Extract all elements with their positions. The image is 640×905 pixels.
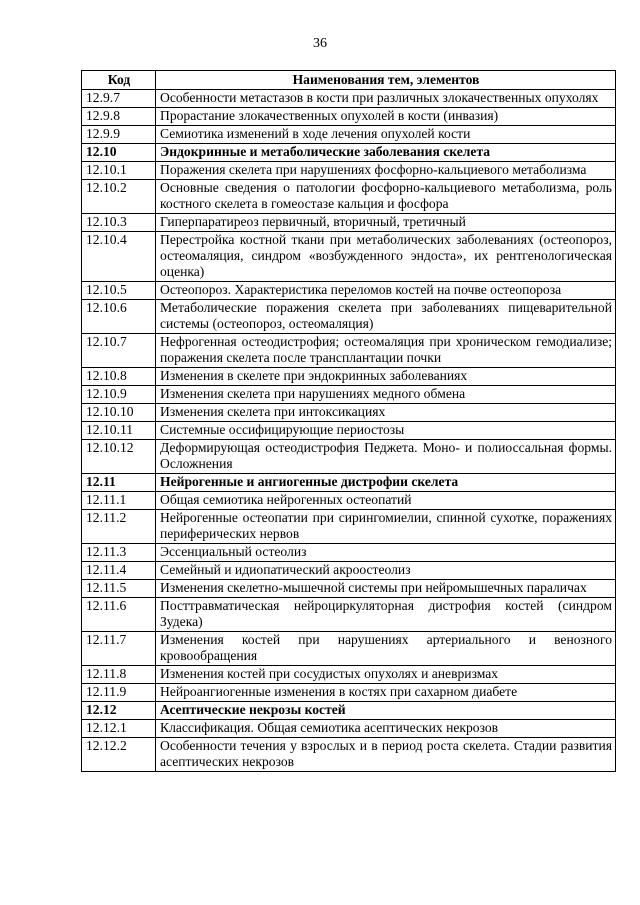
topic-code: 12.11.6 bbox=[82, 598, 156, 632]
topic-title: Семейный и идиопатический акроостеолиз bbox=[156, 562, 616, 580]
curriculum-table bbox=[81, 70, 616, 772]
topic-title: Эндокринные и метаболические заболевания скелета bbox=[156, 144, 616, 162]
topic-title: Изменения костей при сосудистых опухолях и аневризмах bbox=[156, 666, 616, 684]
topic-title: Остеопороз. Характеристика переломов костей на почве остеопороза bbox=[156, 282, 616, 300]
topic-code: 12.11.7 bbox=[82, 632, 156, 666]
table-row bbox=[82, 666, 616, 684]
section-row bbox=[82, 144, 616, 162]
topic-title: Изменения скелета при интоксикациях bbox=[156, 404, 616, 422]
topic-code: 12.11.9 bbox=[82, 684, 156, 702]
topic-title: Основные сведения о патологии фосфорно-кальциевого метаболизма, роль костного скелета в гомеостазе кальция и фосфора bbox=[156, 180, 616, 214]
topic-code: 12.10.6 bbox=[82, 300, 156, 334]
topic-code: 12.11.5 bbox=[82, 580, 156, 598]
topic-code: 12.11.2 bbox=[82, 510, 156, 544]
topic-code: 12.12 bbox=[82, 702, 156, 720]
topic-code: 12.10.12 bbox=[82, 440, 156, 474]
section-row bbox=[82, 474, 616, 492]
topic-code: 12.10.5 bbox=[82, 282, 156, 300]
topic-title: Классификация. Общая семиотика асептических некрозов bbox=[156, 720, 616, 738]
topic-code: 12.10 bbox=[82, 144, 156, 162]
table-row bbox=[82, 180, 616, 214]
topic-title: Изменения скелетно-мышечной системы при нейромышечных параличах bbox=[156, 580, 616, 598]
section-row bbox=[82, 702, 616, 720]
table-row bbox=[82, 404, 616, 422]
table-row bbox=[82, 126, 616, 144]
table-row bbox=[82, 544, 616, 562]
table-row bbox=[82, 108, 616, 126]
topic-title: Общая семиотика нейрогенных остеопатий bbox=[156, 492, 616, 510]
table-row bbox=[82, 510, 616, 544]
topic-column-header: Наименования тем, элементов bbox=[156, 71, 616, 90]
table-row bbox=[82, 632, 616, 666]
table-row bbox=[82, 580, 616, 598]
table-row bbox=[82, 422, 616, 440]
topic-code: 12.10.1 bbox=[82, 162, 156, 180]
topic-title: Нейроангиогенные изменения в костях при сахарном диабете bbox=[156, 684, 616, 702]
table-row bbox=[82, 386, 616, 404]
table-row bbox=[82, 562, 616, 580]
topic-title: Системные оссифицирующие периостозы bbox=[156, 422, 616, 440]
topic-title: Нейрогенные и ангиогенные дистрофии скелета bbox=[156, 474, 616, 492]
topic-code: 12.11.8 bbox=[82, 666, 156, 684]
table-row bbox=[82, 684, 616, 702]
table-row bbox=[82, 300, 616, 334]
table-body bbox=[82, 90, 616, 772]
page-number: 36 bbox=[313, 36, 327, 51]
table-row bbox=[82, 90, 616, 108]
topic-code: 12.9.9 bbox=[82, 126, 156, 144]
topic-code: 12.11.3 bbox=[82, 544, 156, 562]
topic-code: 12.10.8 bbox=[82, 368, 156, 386]
table-row bbox=[82, 282, 616, 300]
topic-code: 12.10.7 bbox=[82, 334, 156, 368]
topic-title: Посттравматическая нейроциркуляторная дистрофия костей (синдром Зудека) bbox=[156, 598, 616, 632]
topic-code: 12.10.11 bbox=[82, 422, 156, 440]
table-header-row bbox=[82, 71, 616, 90]
topic-title: Прорастание злокачественных опухолей в кости (инвазия) bbox=[156, 108, 616, 126]
topic-code: 12.10.2 bbox=[82, 180, 156, 214]
table-row bbox=[82, 368, 616, 386]
topic-title: Нейрогенные остеопатии при сирингомиелии, спинной сухотке, поражениях периферических нервов bbox=[156, 510, 616, 544]
topic-title: Эссенциальный остеолиз bbox=[156, 544, 616, 562]
table-row bbox=[82, 440, 616, 474]
table-row bbox=[82, 214, 616, 232]
table-row bbox=[82, 162, 616, 180]
topic-code: 12.9.8 bbox=[82, 108, 156, 126]
topic-code: 12.10.3 bbox=[82, 214, 156, 232]
topic-code: 12.11.1 bbox=[82, 492, 156, 510]
topic-code: 12.9.7 bbox=[82, 90, 156, 108]
code-column-header: Код bbox=[82, 71, 156, 90]
topic-code: 12.11 bbox=[82, 474, 156, 492]
topic-code: 12.12.2 bbox=[82, 738, 156, 772]
topic-title: Изменения скелета при нарушениях медного обмена bbox=[156, 386, 616, 404]
table-row bbox=[82, 738, 616, 772]
table-row bbox=[82, 598, 616, 632]
topic-title: Особенности течения у взрослых и в период роста скелета. Стадии развития асептических некрозов bbox=[156, 738, 616, 772]
table-row bbox=[82, 232, 616, 282]
topic-title: Особенности метастазов в кости при различных злокачественных опухолях bbox=[156, 90, 616, 108]
topic-code: 12.12.1 bbox=[82, 720, 156, 738]
table-row bbox=[82, 720, 616, 738]
topic-title: Метаболические поражения скелета при заболеваниях пищеварительной системы (остеопороз, остеомаляция) bbox=[156, 300, 616, 334]
topic-title: Перестройка костной ткани при метаболических заболеваниях (остеопороз, остеомаляция, синдром «возбужденного эндоста», их рентгенологическая оценка) bbox=[156, 232, 616, 282]
topic-code: 12.10.9 bbox=[82, 386, 156, 404]
topic-title: Изменения костей при нарушениях артериального и венозного кровообращения bbox=[156, 632, 616, 666]
table-row bbox=[82, 334, 616, 368]
topic-title: Нефрогенная остеодистрофия; остеомаляция при хроническом гемодиализе; поражения скелета после трансплантации почки bbox=[156, 334, 616, 368]
topic-title: Семиотика изменений в ходе лечения опухолей кости bbox=[156, 126, 616, 144]
topic-code: 12.10.10 bbox=[82, 404, 156, 422]
topic-title: Гиперпаратиреоз первичный, вторичный, третичный bbox=[156, 214, 616, 232]
table-row bbox=[82, 492, 616, 510]
topic-title: Поражения скелета при нарушениях фосфорно-кальциевого метаболизма bbox=[156, 162, 616, 180]
topic-title: Деформирующая остеодистрофия Педжета. Моно- и полиоссальная формы. Осложнения bbox=[156, 440, 616, 474]
topic-title: Асептические некрозы костей bbox=[156, 702, 616, 720]
topic-code: 12.11.4 bbox=[82, 562, 156, 580]
topic-title: Изменения в скелете при эндокринных заболеваниях bbox=[156, 368, 616, 386]
topic-code: 12.10.4 bbox=[82, 232, 156, 282]
